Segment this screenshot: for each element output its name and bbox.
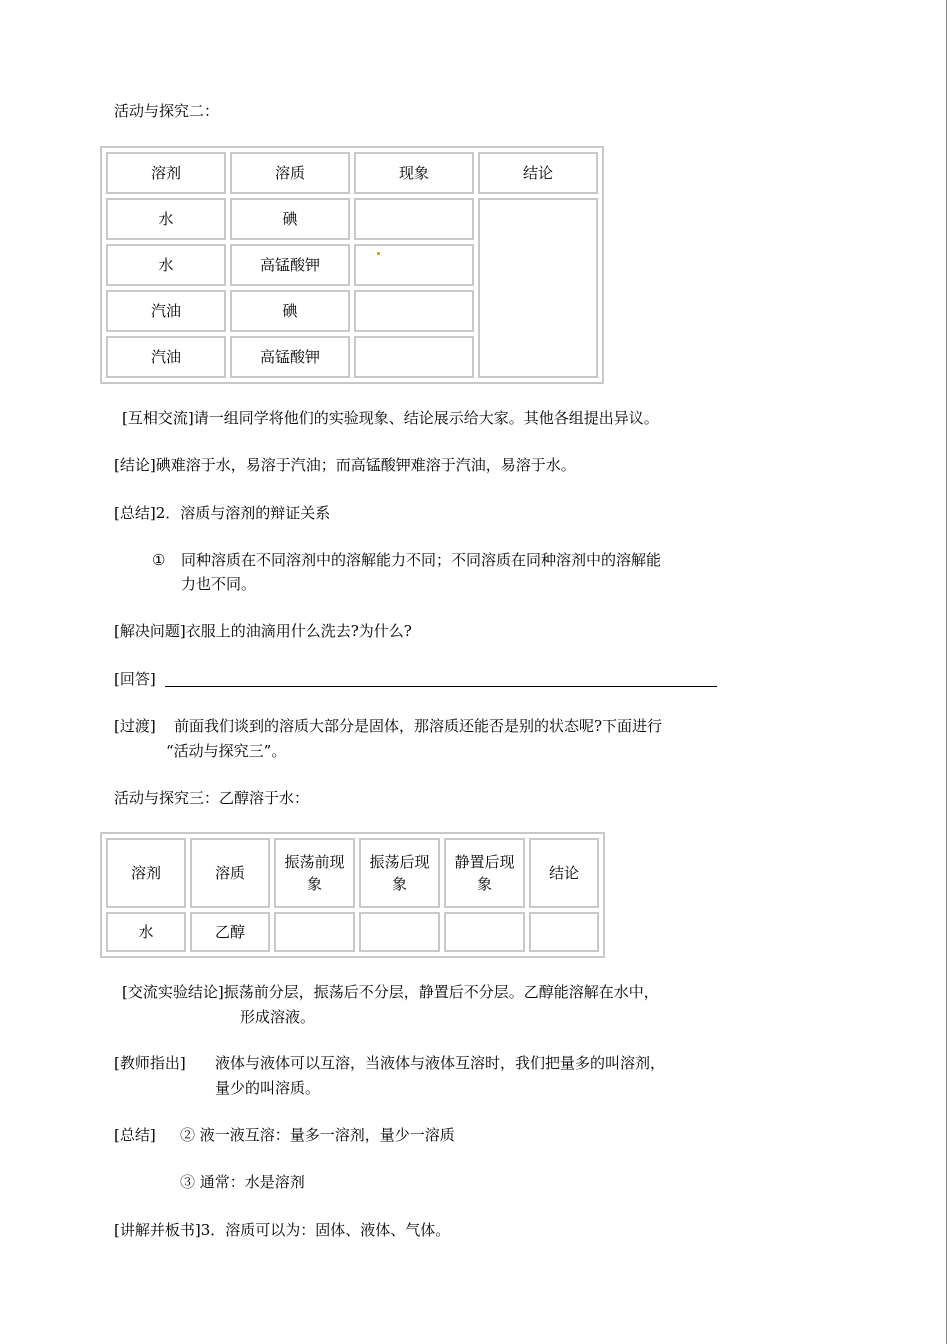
section2-heading: 活动与探究二： bbox=[114, 102, 220, 120]
table-cell bbox=[354, 198, 474, 240]
table-header-cell: 结论 bbox=[529, 838, 599, 908]
table-header-cell: 溶剂 bbox=[106, 838, 186, 908]
summary2-label: [总结] bbox=[114, 1126, 156, 1144]
exp-conclusion-line1: [交流实验结论]振荡前分层，振荡后不分层，静置后不分层。乙醇能溶解在水中， bbox=[122, 983, 659, 1001]
table-cell: 汽油 bbox=[106, 336, 226, 378]
table-cell: 碘 bbox=[230, 198, 350, 240]
table-header-cell: 溶质 bbox=[230, 152, 350, 194]
answer-line bbox=[165, 686, 717, 687]
summary2-item3: ③ 通常：水是溶剂 bbox=[180, 1173, 305, 1191]
conclusion-text: [结论]碘难溶于水，易溶于汽油；而高锰酸钾难溶于汽油，易溶于水。 bbox=[114, 456, 576, 474]
exchange-text: [互相交流]请一组同学将他们的实验现象、结论展示给大家。其他各组提出异议。 bbox=[122, 409, 659, 427]
teacher-line1: 液体与液体可以互溶，当液体与液体互溶时，我们把量多的叫溶剂， bbox=[215, 1054, 666, 1072]
experiment3-table bbox=[100, 832, 605, 958]
summary2-item2: ② 液一液互溶：量多一溶剂，量少一溶质 bbox=[180, 1126, 455, 1144]
section3-heading: 活动与探究三：乙醇溶于水： bbox=[114, 789, 310, 807]
table-cell: 水 bbox=[106, 912, 186, 952]
table-cell: 水 bbox=[106, 244, 226, 286]
teacher-label: [教师指出] bbox=[114, 1054, 186, 1072]
table-cell bbox=[359, 912, 440, 952]
table-cell bbox=[354, 244, 474, 286]
transition-line1: 前面我们谈到的溶质大部分是固体，那溶质还能否是别的状态呢?下面进行 bbox=[174, 717, 663, 735]
table-cell: 水 bbox=[106, 198, 226, 240]
conclusion-cell bbox=[478, 198, 598, 378]
exp-conclusion-line2: 形成溶液。 bbox=[240, 1008, 316, 1026]
table-header-cell: 溶质 bbox=[190, 838, 270, 908]
table-cell bbox=[354, 290, 474, 332]
table-cell bbox=[274, 912, 355, 952]
summary-item1-line2: 力也不同。 bbox=[181, 575, 257, 593]
summary-title: [总结]2．溶质与溶剂的辩证关系 bbox=[114, 504, 331, 522]
table-cell: 碘 bbox=[230, 290, 350, 332]
table-cell bbox=[529, 912, 599, 952]
summary-item1-line1: 同种溶质在不同溶剂中的溶解能力不同；不同溶质在同种溶剂中的溶解能 bbox=[181, 551, 662, 569]
table-header-cell: 静置后现 象 bbox=[444, 838, 525, 908]
transition-label: [过渡] bbox=[114, 717, 156, 735]
problem-text: [解决问题]衣服上的油滴用什么洗去?为什么? bbox=[114, 622, 412, 640]
experiment2-table bbox=[100, 146, 604, 384]
teacher-line2: 量少的叫溶质。 bbox=[215, 1079, 321, 1097]
lecture-text: [讲解并板书]3．溶质可以为：固体、液体、气体。 bbox=[114, 1221, 451, 1239]
table-header-cell: 振荡后现 象 bbox=[359, 838, 440, 908]
table-cell: 汽油 bbox=[106, 290, 226, 332]
circled-marker-1: ① bbox=[152, 551, 166, 569]
table-cell: 高锰酸钾 bbox=[230, 336, 350, 378]
table-header-cell: 溶剂 bbox=[106, 152, 226, 194]
table-header-cell: 现象 bbox=[354, 152, 474, 194]
answer-label: [回答] bbox=[114, 670, 156, 688]
page-edge bbox=[946, 0, 947, 1344]
stray-dot bbox=[377, 252, 380, 255]
table-cell bbox=[354, 336, 474, 378]
table-cell: 乙醇 bbox=[190, 912, 270, 952]
table-cell: 高锰酸钾 bbox=[230, 244, 350, 286]
table-header-cell: 结论 bbox=[478, 152, 598, 194]
table-cell bbox=[444, 912, 525, 952]
table-header-cell: 振荡前现 象 bbox=[274, 838, 355, 908]
transition-line2: “活动与探究三”。 bbox=[166, 742, 287, 760]
